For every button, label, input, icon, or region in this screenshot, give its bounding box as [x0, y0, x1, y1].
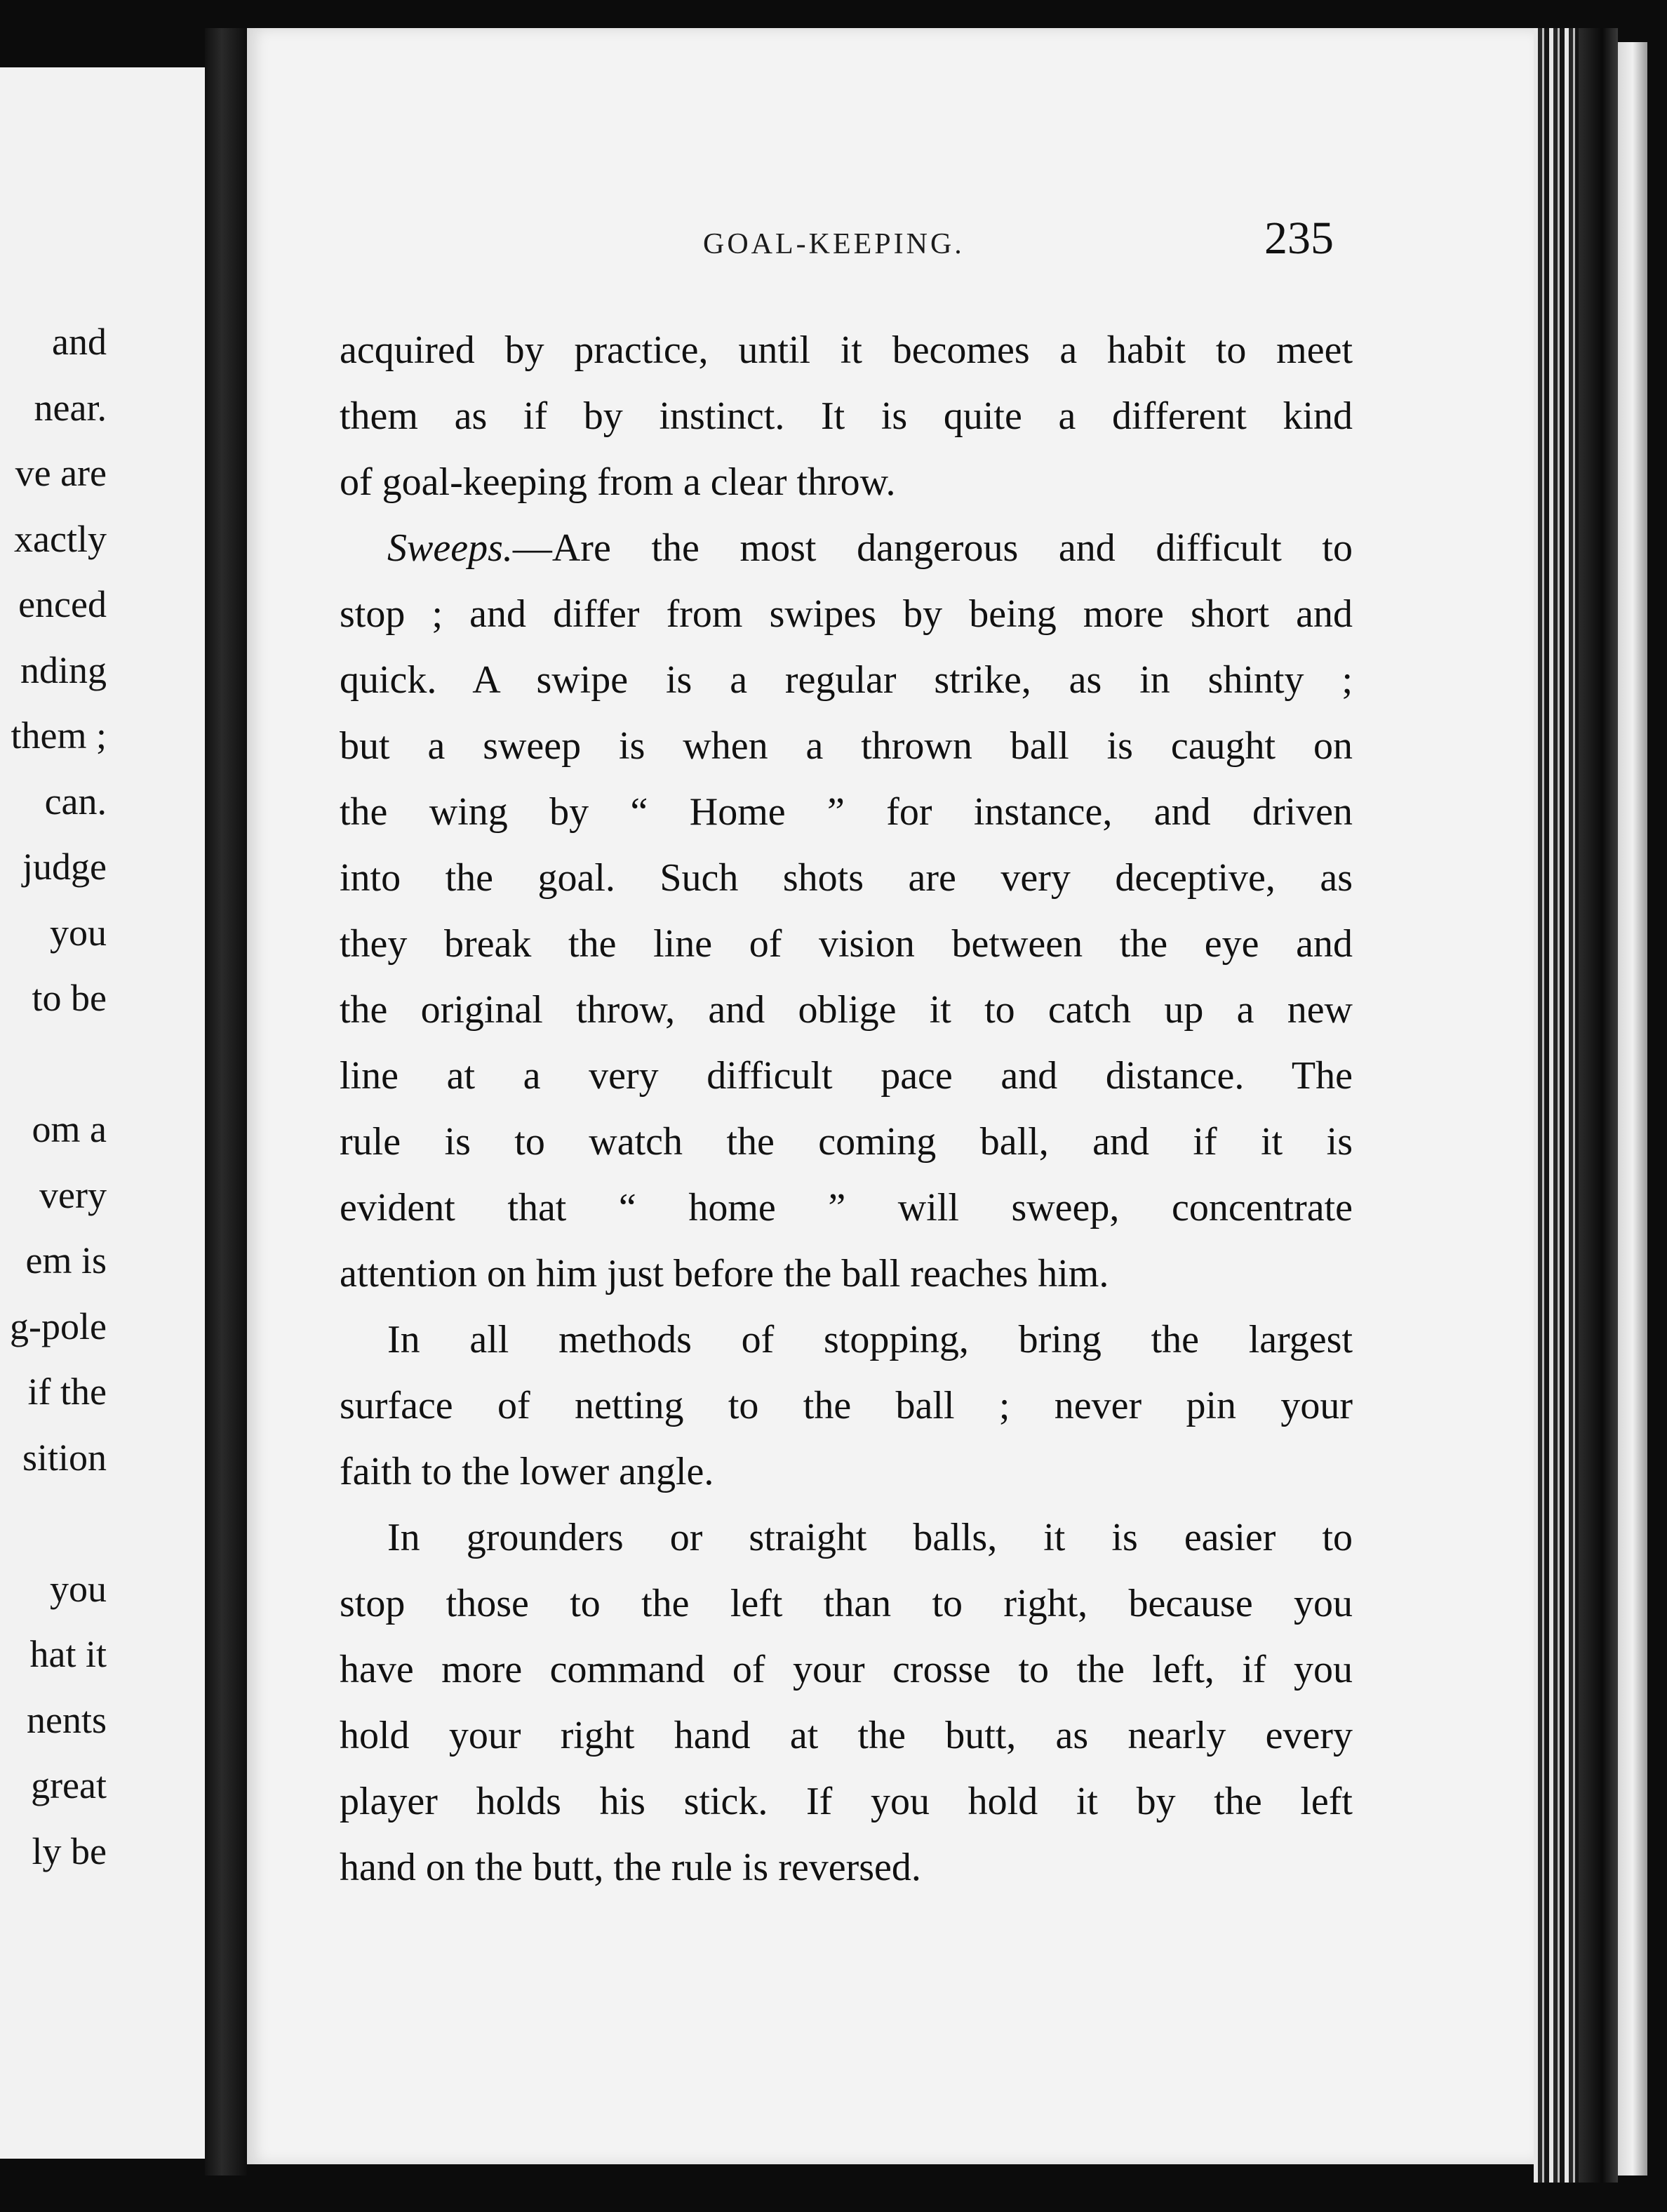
left-page-line: nents	[27, 1698, 107, 1741]
text-line-content: —Are the most dangerous and difficult to	[512, 526, 1353, 570]
text-line	[340, 647, 1353, 713]
left-page-line: ve are	[15, 452, 107, 494]
text-line-content: the wing by “ Home ” for instance, and driven	[340, 790, 1353, 834]
text-line-content: player holds his stick. If you hold it by the left	[340, 1780, 1353, 1823]
left-page-line: great	[31, 1764, 107, 1806]
left-page-line: em is	[25, 1239, 107, 1281]
text-line-content: evident that “ home ” will sweep, concentrate	[340, 1186, 1353, 1230]
running-head	[247, 212, 1534, 268]
text-line-content: hold your right hand at the butt, as nearly every	[340, 1714, 1353, 1757]
text-line	[340, 1768, 1353, 1834]
left-page-line: g-pole	[10, 1305, 107, 1347]
text-line	[340, 1043, 1353, 1109]
book-fore-edge-shadow	[1579, 28, 1618, 2183]
left-page-line: enced	[18, 583, 107, 625]
book-cover-edge	[1618, 42, 1647, 2176]
text-line	[340, 977, 1353, 1043]
left-page-line: near.	[34, 386, 107, 429]
left-page-text	[0, 67, 107, 2159]
text-line-content: line at a very difficult pace and distance. The	[340, 1054, 1353, 1098]
left-page-line: and	[52, 321, 107, 363]
text-line	[340, 1109, 1353, 1175]
text-line	[340, 911, 1353, 977]
text-line-content: of goal-keeping from a clear throw.	[340, 460, 896, 504]
page-number: 235	[1264, 213, 1334, 264]
text-line-content: they break the line of vision between the eye and	[340, 922, 1353, 966]
text-line	[340, 1505, 1353, 1571]
left-page-line: you	[50, 1567, 107, 1610]
text-line	[340, 1637, 1353, 1703]
text-line-content: In all methods of stopping, bring the largest	[387, 1318, 1353, 1361]
left-page-line: hat it	[29, 1633, 107, 1675]
left-page-line: can.	[44, 780, 107, 822]
text-line	[340, 449, 1353, 515]
text-line	[340, 581, 1353, 647]
text-line-content: attention on him just before the ball reaches him.	[340, 1252, 1109, 1295]
text-line	[340, 1175, 1353, 1241]
left-page-line: to be	[32, 977, 107, 1019]
text-line-content: faith to the lower angle.	[340, 1450, 714, 1493]
left-page-line: very	[39, 1173, 107, 1216]
book-gutter	[205, 28, 247, 2176]
left-page-line: them ;	[11, 714, 107, 757]
left-page-line: ly be	[32, 1830, 107, 1872]
right-page	[247, 28, 1534, 2164]
text-line-content: them as if by instinct. It is quite a different kind	[340, 394, 1353, 438]
text-line-content: but a sweep is when a thrown ball is caught on	[340, 724, 1353, 768]
text-line	[340, 1307, 1353, 1373]
text-line-content: quick. A swipe is a regular strike, as in shinty ;	[340, 658, 1353, 702]
text-line-content: have more command of your crosse to the left, if you	[340, 1648, 1353, 1691]
text-line-content: rule is to watch the coming ball, and if it is	[340, 1120, 1353, 1164]
text-line-content: In grounders or straight balls, it is easier to	[387, 1516, 1353, 1559]
running-head-title: GOAL-KEEPING.	[703, 228, 965, 260]
text-line	[340, 713, 1353, 779]
text-line-content: the original throw, and oblige it to catch up a new	[340, 988, 1353, 1032]
text-line	[340, 845, 1353, 911]
left-page-line: you	[50, 911, 107, 954]
left-page-line: sition	[22, 1436, 107, 1479]
left-page-line: if the	[27, 1371, 107, 1413]
left-page-line: nding	[20, 648, 107, 691]
text-line	[340, 1241, 1353, 1307]
text-line-content: stop ; and differ from swipes by being more short and	[340, 592, 1353, 636]
text-line	[340, 1373, 1353, 1439]
left-page-line: judge	[22, 846, 107, 888]
text-line	[340, 317, 1353, 383]
left-page-line: xactly	[14, 517, 107, 560]
text-line-content: hand on the butt, the rule is reversed.	[340, 1846, 921, 1889]
text-line	[340, 1703, 1353, 1768]
text-line	[340, 515, 1353, 581]
text-line-content: stop those to the left than to right, because you	[340, 1582, 1353, 1625]
text-line-content: into the goal. Such shots are very deceptive, as	[340, 856, 1353, 900]
text-line	[340, 1439, 1353, 1505]
text-line-content: acquired by practice, until it becomes a habit to meet	[340, 328, 1353, 372]
text-line	[340, 1571, 1353, 1637]
left-facing-page	[0, 67, 210, 2159]
text-line	[340, 1834, 1353, 1900]
text-line	[340, 383, 1353, 449]
left-page-line: om a	[32, 1108, 107, 1150]
text-line	[340, 779, 1353, 845]
text-line-content: surface of netting to the ball ; never pin your	[340, 1384, 1353, 1427]
section-lead-term: Sweeps.	[387, 526, 513, 570]
body-text	[340, 317, 1353, 1900]
